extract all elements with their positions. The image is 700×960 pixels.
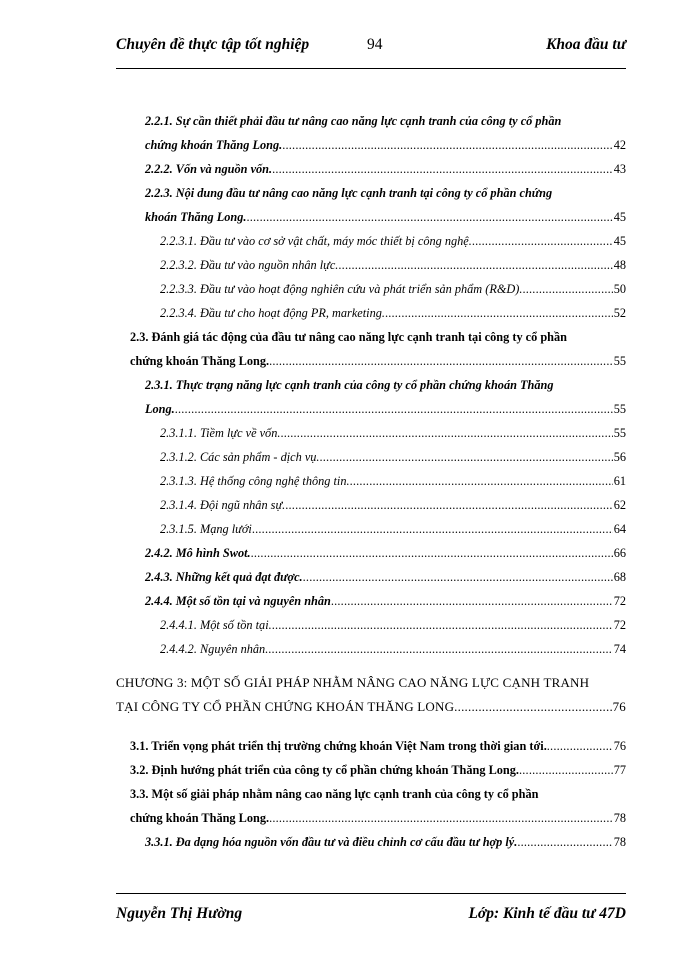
toc-page-number: 62 (613, 498, 626, 512)
toc-entry[interactable] (160, 281, 626, 297)
footer-author: Nguyễn Thị Hường (116, 905, 243, 922)
toc-chapter-heading[interactable] (116, 699, 626, 715)
toc-page-number: 76 (612, 699, 626, 714)
toc-entry[interactable] (130, 353, 626, 369)
toc-entry[interactable] (145, 377, 554, 393)
toc-entry[interactable] (145, 401, 626, 417)
toc-page-number: 55 (613, 402, 626, 416)
toc-page-number: 78 (613, 835, 626, 849)
toc-entry[interactable] (145, 209, 626, 225)
toc-page-number: 55 (613, 426, 626, 440)
toc-entry[interactable] (130, 762, 626, 778)
toc-entry-title: 2.4.4.1. Một số tồn tại. (160, 618, 272, 632)
toc-leader-dots (338, 257, 612, 273)
toc-page-number: 45 (613, 210, 626, 224)
toc-entry-title: 2.2.3.1. Đầu tư vào cơ sở vật chất, máy móc thiết bị công nghệ. (160, 234, 472, 248)
toc-entry[interactable] (145, 834, 626, 850)
toc-leader-dots (272, 617, 613, 633)
toc-page-number: 61 (613, 474, 626, 488)
toc-page-number: 66 (613, 546, 626, 560)
toc-page-number: 52 (613, 306, 626, 320)
toc-leader-dots (246, 209, 612, 225)
toc-entry[interactable] (130, 786, 538, 802)
toc-page-number: 55 (613, 354, 626, 368)
toc-page-number: 48 (613, 258, 626, 272)
toc-page-number: 72 (613, 618, 626, 632)
toc-entry[interactable] (130, 738, 626, 754)
toc-leader-dots (320, 449, 613, 465)
toc-entry[interactable] (145, 113, 561, 129)
toc-entry[interactable] (145, 569, 626, 585)
toc-entry[interactable] (160, 425, 626, 441)
toc-entry-title: CHƯƠNG 3: MỘT SỐ GIẢI PHÁP NHẰM NÂNG CAO NĂNG LỰC CẠNH TRANH (116, 675, 590, 690)
toc-entry[interactable] (130, 329, 567, 345)
toc-entry-title: TẠI CÔNG TY CỔ PHẦN CHỨNG KHOÁN THĂNG LONG. (116, 699, 458, 714)
toc-entry[interactable] (160, 257, 626, 273)
toc-page-number: 43 (613, 162, 626, 176)
toc-entry-title: 2.4.4.2. Nguyên nhân. (160, 642, 269, 656)
toc-leader-dots (517, 834, 612, 850)
toc-page-number: 64 (613, 522, 626, 536)
toc-entry[interactable] (160, 617, 626, 633)
toc-entry-title: 2.3.1. Thực trạng năng lực cạnh tranh của công ty cổ phần chứng khoán Thăng (145, 378, 554, 392)
toc-entry-title: chứng khoán Thăng Long. (130, 354, 270, 368)
toc-entry-title: 2.2.3. Nội dung đầu tư nâng cao năng lực cạnh tranh tại công ty cổ phần chứng (145, 186, 553, 200)
toc-entry[interactable] (145, 593, 626, 609)
toc-leader-dots (175, 401, 613, 417)
toc-leader-dots (350, 473, 613, 489)
toc-entry-title: 2.3.1.5. Mạng lưới (160, 522, 252, 536)
toc-entry[interactable] (160, 497, 626, 513)
toc-entry-title: 2.3.1.1. Tiềm lực về vốn. (160, 426, 281, 440)
toc-entry-title: 3.2. Định hướng phát triển của công ty cổ phần chứng khoán Thăng Long. (130, 763, 519, 777)
toc-entry-title: 2.3. Đánh giá tác động của đầu tư nâng cao năng lực cạnh tranh tại công ty cổ phần (130, 330, 568, 344)
toc-entry[interactable] (145, 161, 626, 177)
toc-leader-dots (251, 545, 613, 561)
toc-entry-title: Long. (145, 402, 175, 416)
toc-entry-title: 2.2.1. Sự cần thiết phải đầu tư nâng cao năng lực cạnh tranh của công ty cổ phần (145, 114, 562, 128)
toc-page-number: 76 (613, 739, 626, 753)
toc-page-number: 77 (613, 763, 626, 777)
toc-leader-dots (385, 305, 613, 321)
toc-page-number: 42 (613, 138, 626, 152)
footer-rule (116, 893, 626, 894)
toc-leader-dots (522, 281, 612, 297)
toc-leader-dots (458, 699, 612, 715)
toc-leader-dots (269, 810, 613, 826)
toc-entry[interactable] (130, 810, 626, 826)
toc-entry[interactable] (160, 449, 626, 465)
toc-entry[interactable] (160, 641, 626, 657)
toc-entry-title: 2.3.1.4. Đội ngũ nhân sự. (160, 498, 286, 512)
toc-entry-title: 3.3. Một số giải pháp nhằm nâng cao năng lực cạnh tranh của công ty cổ phần (130, 787, 539, 801)
toc-leader-dots (252, 521, 613, 537)
toc-page-number: 78 (613, 811, 626, 825)
toc-leader-dots (547, 738, 613, 754)
toc-page-number: 50 (613, 282, 626, 296)
toc-entry-title: 2.4.4. Một số tồn tại và nguyên nhân (145, 594, 331, 608)
header-title: Chuyên đề thực tập tốt nghiệp (116, 36, 310, 53)
toc-entry-title: chứng khoán Thăng Long. (130, 811, 270, 825)
toc-entry-title: 3.1. Triển vọng phát triển thị trường chứng khoán Việt Nam trong thời gian tới. (130, 739, 547, 753)
toc-leader-dots (472, 233, 613, 249)
footer-class: Lớp: Kinh tế đầu tư 47D (468, 905, 626, 922)
toc-entry-title: 2.3.1.2. Các sản phẩm - dịch vụ. (160, 450, 320, 464)
toc-entry[interactable] (160, 521, 626, 537)
toc-leader-dots (280, 425, 612, 441)
toc-entry-title: 2.4.2. Mô hình Swot. (145, 546, 251, 560)
toc-entry[interactable] (160, 473, 626, 489)
toc-leader-dots (519, 762, 613, 778)
toc-entry-title: 2.2.2. Vốn và nguồn vốn. (145, 162, 273, 176)
toc-entry-title: 2.2.3.3. Đầu tư vào hoạt động nghiên cứu và phát triển sản phẩm (R&D). (160, 282, 523, 296)
toc-leader-dots (303, 569, 613, 585)
toc-entry-title: 2.3.1.3. Hệ thống công nghệ thông tin. (160, 474, 350, 488)
toc-entry[interactable] (160, 305, 626, 321)
toc-entry-title: khoán Thăng Long. (145, 210, 247, 224)
toc-leader-dots (285, 497, 612, 513)
toc-page-number: 74 (613, 642, 626, 656)
toc-page-number: 45 (613, 234, 626, 248)
header-department: Khoa đầu tư (546, 36, 626, 53)
toc-leader-dots (268, 641, 612, 657)
toc-leader-dots (272, 161, 613, 177)
toc-entry[interactable] (145, 545, 626, 561)
toc-entry-title: 2.4.3. Những kết quả đạt được. (145, 570, 303, 584)
toc-page-number: 72 (613, 594, 626, 608)
toc-entry-title: 3.3.1. Đa dạng hóa nguồn vốn đầu tư và điều chỉnh cơ cấu đầu tư hợp lý. (145, 835, 518, 849)
toc-page-number: 56 (613, 450, 626, 464)
toc-leader-dots (331, 593, 613, 609)
toc-entry[interactable] (145, 137, 626, 153)
toc-leader-dots (282, 137, 612, 153)
toc-entry[interactable] (145, 185, 552, 201)
toc-entry[interactable] (160, 233, 626, 249)
toc-leader-dots (269, 353, 613, 369)
toc-chapter-heading[interactable] (116, 675, 589, 691)
header-page-number: 94 (367, 36, 383, 53)
toc-entry-title: chứng khoán Thăng Long. (145, 138, 283, 152)
toc-page-number: 68 (613, 570, 626, 584)
toc-entry-title: 2.2.3.2. Đầu tư vào nguồn nhân lực. (160, 258, 339, 272)
toc-entry-title: 2.2.3.4. Đầu tư cho hoạt động PR, marketing. (160, 306, 385, 320)
